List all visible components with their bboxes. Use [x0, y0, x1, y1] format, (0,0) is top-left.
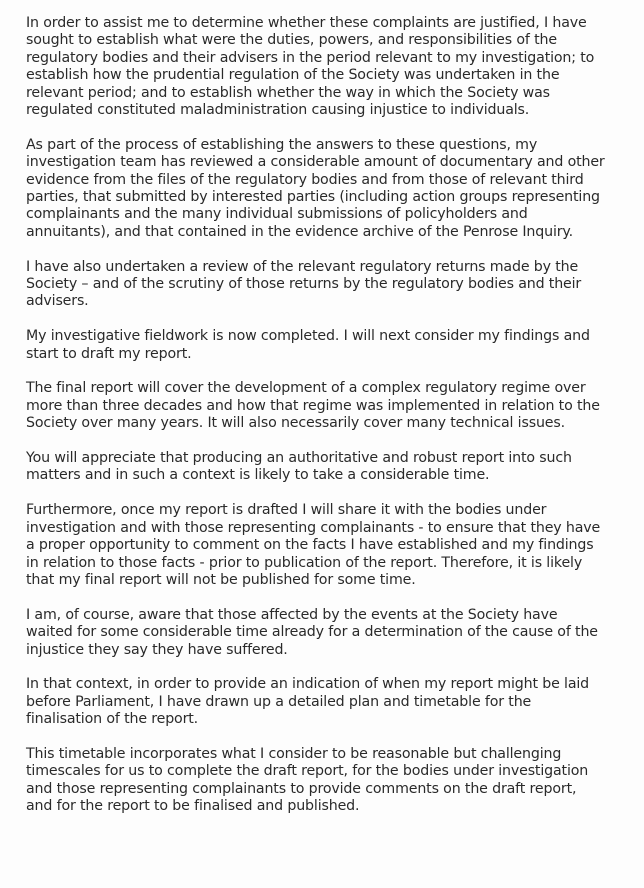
text-line: regulated constituted maladministration causing injustice to individuals.	[26, 102, 530, 119]
text-line: Society over many years. It will also necessarily cover many technical issues.	[26, 415, 565, 432]
text-line: parties, that submitted by interested parties (including action groups representing	[26, 189, 600, 206]
paragraph	[26, 746, 626, 816]
text-line: start to draft my report.	[26, 345, 192, 362]
text-line: In order to assist me to determine whether these complaints are justified, I have	[26, 15, 587, 31]
text-line: I have also undertaken a review of the relevant regulatory returns made by the	[26, 258, 579, 275]
paragraph	[26, 15, 626, 119]
text-line: finalisation of the report.	[26, 711, 199, 728]
text-line: advisers.	[26, 293, 89, 310]
text-line: establish how the prudential regulation of the Society was undertaken in the	[26, 67, 560, 84]
text-line: complainants and the many individual submissions of policyholders and	[26, 206, 528, 223]
text-line: matters and in such a context is likely to take a considerable time.	[26, 467, 490, 484]
text-line: in relation to those facts - prior to publication of the report. Therefore, it is likely	[26, 554, 583, 571]
paragraph	[26, 502, 626, 589]
paragraph	[26, 137, 626, 241]
text-line: and those representing complainants to provide comments on the draft report,	[26, 780, 577, 797]
text-line: You will appreciate that producing an authoritative and robust report into such	[26, 450, 572, 467]
text-line: evidence from the files of the regulatory bodies and from those of relevant third	[26, 171, 584, 188]
text-line: waited for some considerable time already for a determination of the cause of the	[26, 624, 598, 641]
text-line: My investigative fieldwork is now completed. I will next consider my findings and	[26, 328, 590, 345]
text-line: sought to establish what were the duties, powers, and responsibilities of the	[26, 32, 557, 49]
paragraph	[26, 328, 626, 363]
text-line: investigation and with those representing complainants - to ensure that they have	[26, 519, 601, 536]
text-line: and for the report to be finalised and published.	[26, 798, 360, 815]
text-line: timescales for us to complete the draft report, for the bodies under investigation	[26, 763, 589, 780]
text-line: This timetable incorporates what I consider to be reasonable but challenging	[26, 745, 562, 762]
paragraph	[26, 676, 626, 728]
text-line: Furthermore, once my report is drafted I will share it with the bodies under	[26, 502, 547, 519]
text-line: relevant period; and to establish whether the way in which the Society was	[26, 84, 550, 101]
text-line: annuitants), and that contained in the evidence archive of the Penrose Inquiry.	[26, 223, 574, 240]
paragraph	[26, 380, 626, 432]
text-line: a proper opportunity to comment on the facts I have established and my findings	[26, 537, 594, 554]
text-line: The final report will cover the development of a complex regulatory regime over	[26, 380, 586, 397]
text-line: Society – and of the scrutiny of those returns by the regulatory bodies and their	[26, 276, 582, 293]
text-line: regulatory bodies and their advisers in the period relevant to my investigation; to	[26, 49, 595, 66]
paragraph	[26, 607, 626, 659]
text-line: that my final report will not be published for some time.	[26, 571, 416, 588]
paragraph	[26, 450, 626, 485]
document-body	[26, 15, 626, 833]
text-line: more than three decades and how that regime was implemented in relation to the	[26, 397, 600, 414]
text-line: investigation team has reviewed a considerable amount of documentary and other	[26, 154, 605, 171]
text-line: before Parliament, I have drawn up a detailed plan and timetable for the	[26, 693, 532, 710]
text-line: In that context, in order to provide an indication of when my report might be laid	[26, 676, 590, 693]
text-line: injustice they say they have suffered.	[26, 641, 288, 658]
text-line: I am, of course, aware that those affected by the events at the Society have	[26, 606, 558, 623]
text-line: As part of the process of establishing the answers to these questions, my	[26, 136, 538, 153]
paragraph	[26, 259, 626, 311]
